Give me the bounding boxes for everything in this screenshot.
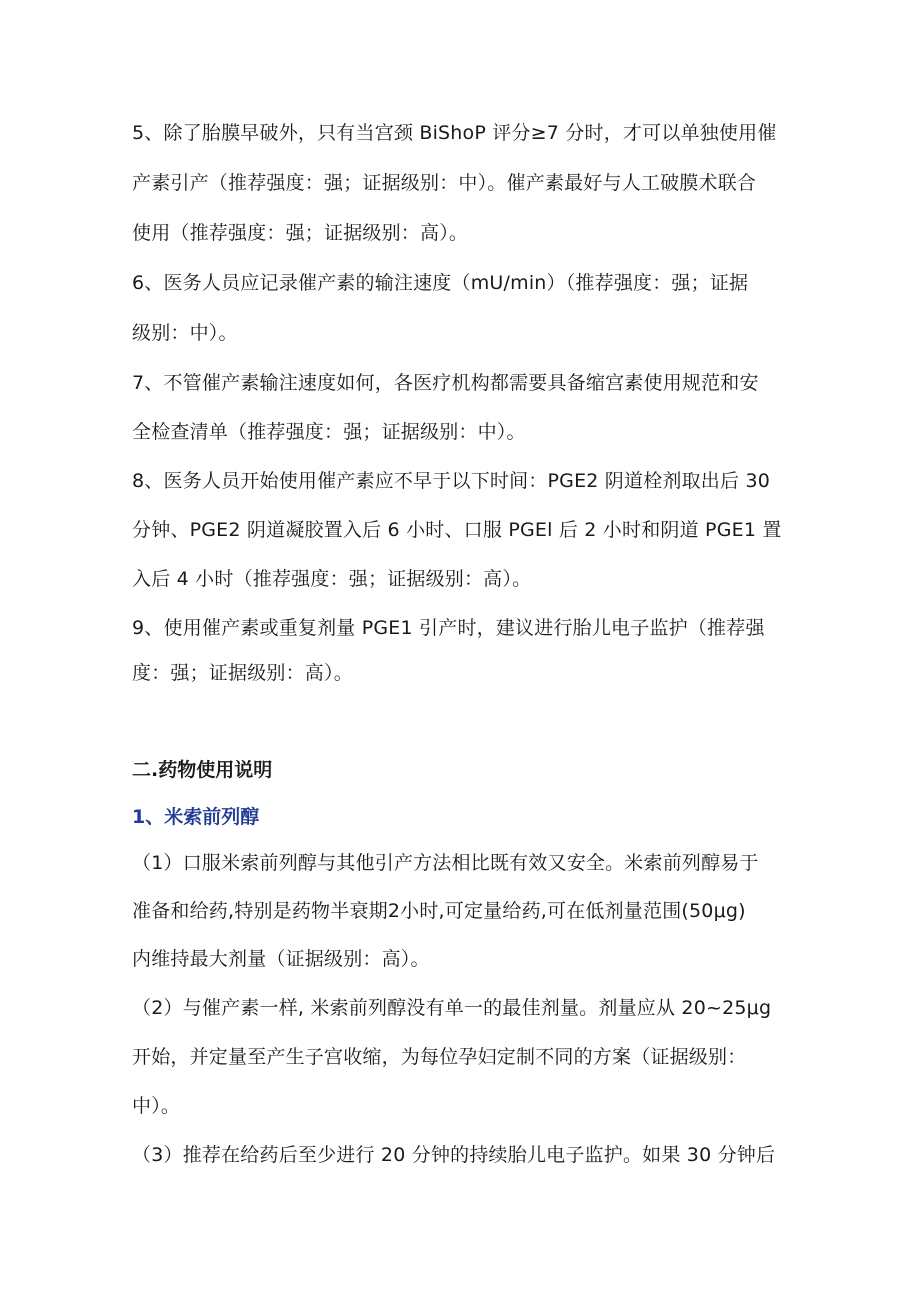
item7-line2: 全检查清单（推荐强度：强；证据级别：中）。 (132, 421, 526, 443)
item7-line1: 7、不管催产素输注速度如何，各医疗机构都需要具备缩宫素使用规范和安 (132, 372, 759, 394)
para1-line2: 准备和给药,特别是药物半衰期2小时,可定量给药,可在低剂量范围(50μg) (132, 900, 746, 922)
item8-line1: 8、医务人员开始使用催产素应不早于以下时间：PGE2 阴道栓剂取出后 30 (132, 470, 771, 492)
item5-line1: 5、除了胎膜早破外，只有当宫颈 BiShoP 评分≥7 分时，才可以单独使用催 (132, 122, 777, 144)
item8-line3: 入后 4 小时（推荐强度：强；证据级别：高）。 (132, 568, 532, 590)
subsection-heading: 1、米索前列醇 (132, 806, 260, 828)
para1-line3: 内维持最大剂量（证据级别：高）。 (132, 948, 430, 970)
item9-line2: 度：强；证据级别：高）。 (132, 662, 353, 684)
item5-line3: 使用（推荐强度：强；证据级别：高）。 (132, 222, 469, 244)
item5-line2: 产素引产（推荐强度：强；证据级别：中）。催产素最好与人工破膜术联合 (132, 172, 757, 194)
item9-line1: 9、使用催产素或重复剂量 PGE1 引产时，建议进行胎儿电子监护（推荐强 (132, 617, 765, 639)
section-heading: 二.药物使用说明 (132, 759, 273, 781)
para1-line1: （1）口服米索前列醇与其他引产方法相比既有效又安全。米索前列醇易于 (132, 852, 759, 874)
item8-line2: 分钟、PGE2 阴道凝胶置入后 6 小时、口服 PGEl 后 2 小时和阴道 PGE1 置 (132, 519, 782, 541)
para2-line2: 开始，并定量至产生子宫收缩，为每位孕妇定制不同的方案（证据级别： (132, 1046, 747, 1068)
item6-line1: 6、医务人员应记录催产素的输注速度（mU/min）（推荐强度：强；证据 (132, 272, 749, 294)
para3-line1: （3）推荐在给药后至少进行 20 分钟的持续胎儿电子监护。如果 30 分钟后 (132, 1144, 776, 1166)
para2-line3: 中）。 (132, 1095, 181, 1117)
para2-line1: （2）与催产素一样, 米索前列醇没有单一的最佳剂量。剂量应从 20~25μg (132, 997, 772, 1019)
item6-line2: 级别：中）。 (132, 322, 238, 344)
